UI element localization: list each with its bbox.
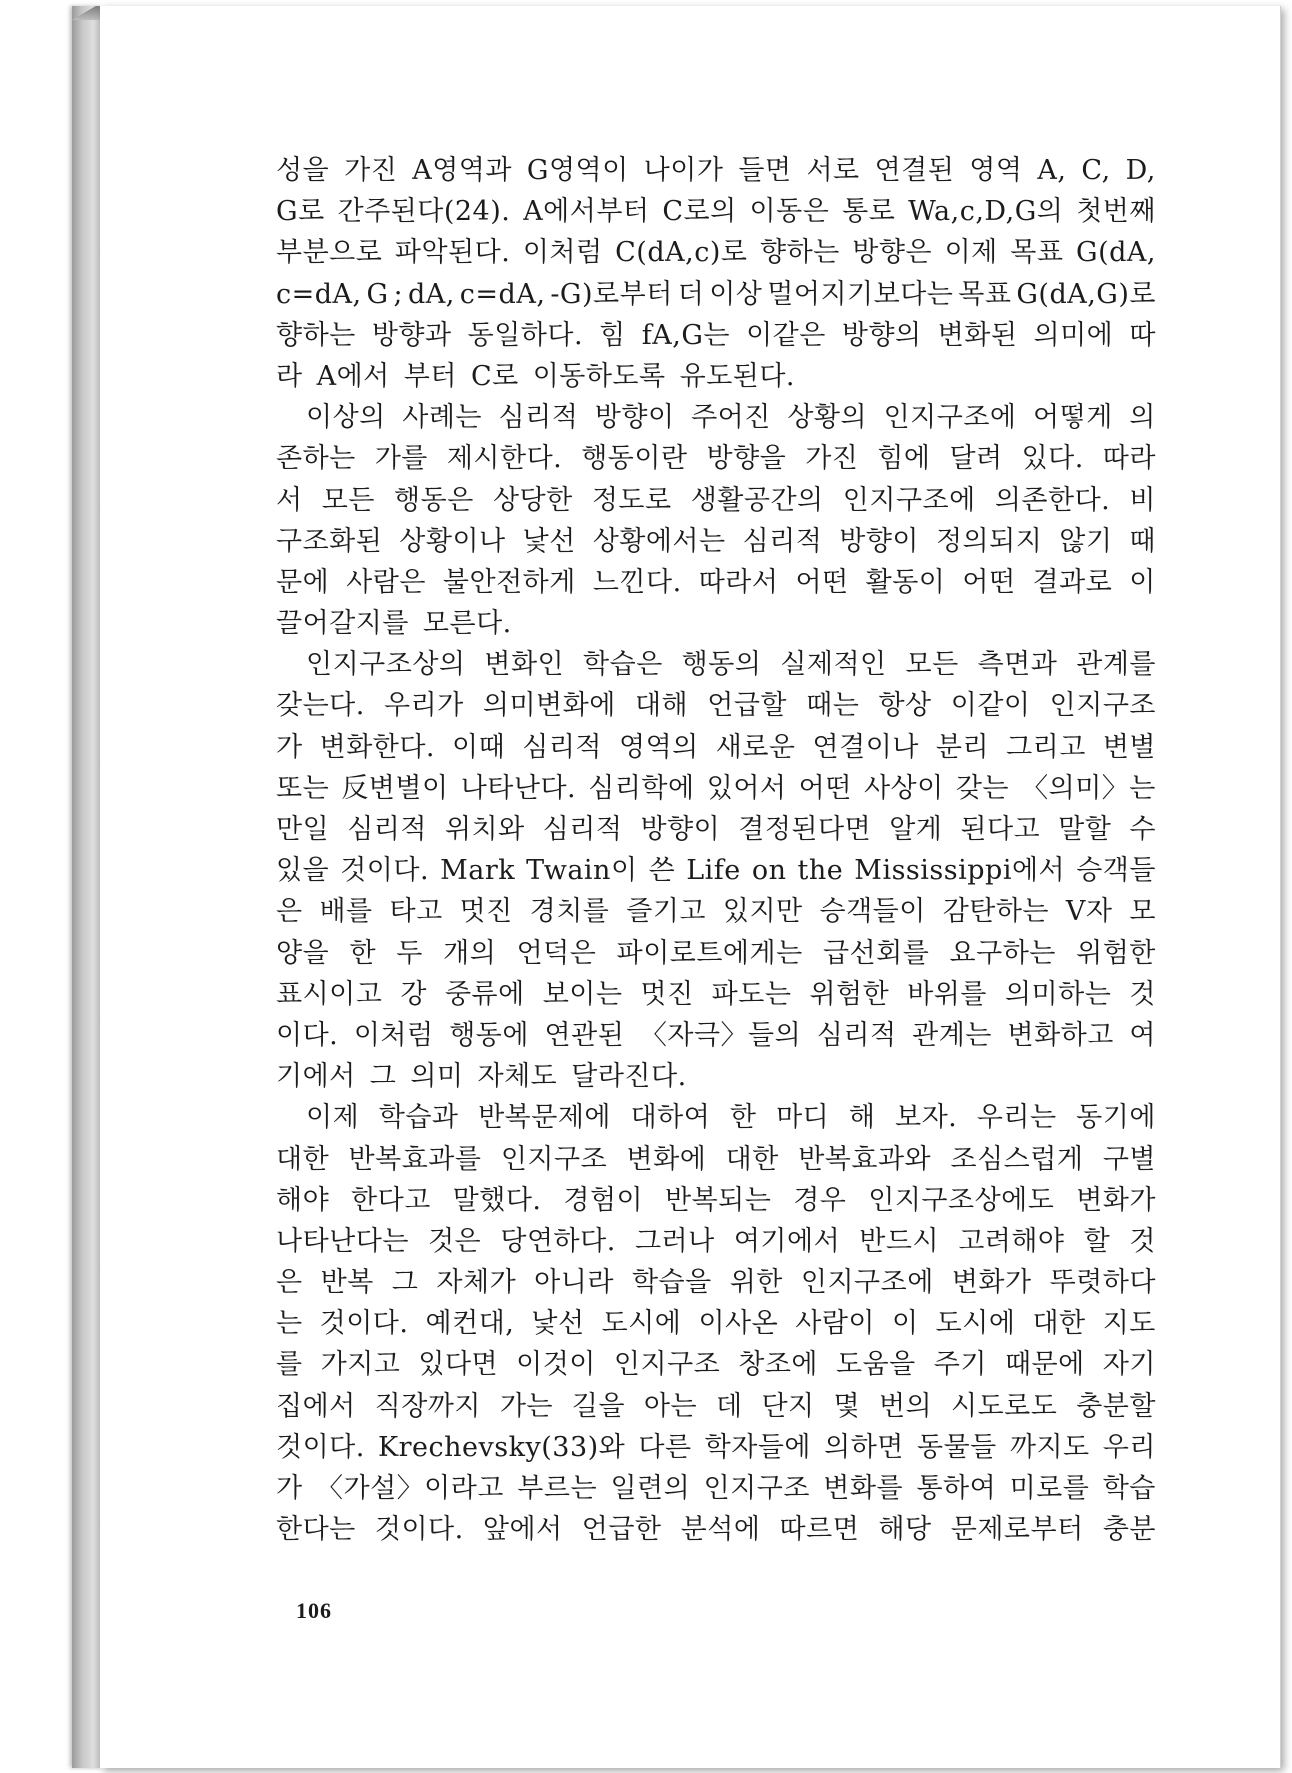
text-line: 집에서 직장까지 가는 길을 아는 데 단지 몇 번의 시도로도 충분할	[276, 1390, 1156, 1422]
text-line: 서 모든 행동은 상당한 정도로 생활공간의 인지구조에 의존한다. 비	[276, 484, 1156, 516]
text-line: c=dA, G ; dA, c=dA, -G)로부터 더 이상 멀어지기보다는 목표 G(dA,G)로	[276, 278, 1156, 310]
text-line: 향하는 방향과 동일하다. 힘 fA,G는 이같은 방향의 변화된 의미에 따	[276, 319, 1156, 351]
text-line: 구조화된 상황이나 낯선 상황에서는 심리적 방향이 정의되지 않기 때	[276, 525, 1156, 557]
text-line: 대한 반복효과를 인지구조 변화에 대한 반복효과와 조심스럽게 구별	[276, 1143, 1156, 1175]
text-line: 라 A에서 부터 C로 이동하도록 유도된다.	[276, 360, 796, 392]
text-line: 은 배를 타고 멋진 경치를 즐기고 있지만 승객들이 감탄하는 V자 모	[276, 896, 1156, 928]
text-line: 한다는 것이다. 앞에서 언급한 분석에 따르면 해당 문제로부터 충분	[276, 1514, 1156, 1546]
text-line: 해야 한다고 말했다. 경험이 반복되는 경우 인지구조상에도 변화가	[276, 1184, 1156, 1216]
text-line: 만일 심리적 위치와 심리적 방향이 결정된다면 알게 된다고 말할 수	[276, 814, 1156, 845]
text-line: 기에서 그 의미 자체도 달라진다.	[276, 1061, 687, 1093]
text-line: 있을 것이다. Mark Twain이 쓴 Life on the Mississippi에서 승객들	[276, 855, 1156, 887]
text-line: 가 변화한다. 이때 심리적 영역의 새로운 연결이나 분리 그리고 변별	[276, 731, 1156, 763]
text-line: 이제 학습과 반복문제에 대하여 한 마디 해 보자. 우리는 동기에	[306, 1102, 1156, 1134]
text-line: 양을 한 두 개의 언덕은 파이로트에게는 급선회를 요구하는 위험한	[276, 937, 1156, 969]
text-line: 끌어갈지를 모른다.	[276, 608, 512, 640]
text-line: 갖는다. 우리가 의미변화에 대해 언급할 때는 항상 이같이 인지구조	[276, 690, 1156, 722]
text-line: 존하는 가를 제시한다. 행동이란 방향을 가진 힘에 달려 있다. 따라	[276, 443, 1156, 475]
text-line: G로 간주된다(24). A에서부터 C로의 이동은 통로 Wa,c,D,G의 첫번째	[276, 196, 1156, 228]
text-line: 는 것이다. 예컨대, 낯선 도시에 이사온 사람이 이 도시에 대한 지도	[276, 1308, 1156, 1340]
book-spine	[72, 6, 102, 1768]
text-line: 문에 사람은 불안전하게 느낀다. 따라서 어떤 활동이 어떤 결과로 이	[276, 566, 1156, 598]
text-line: 나타난다는 것은 당연하다. 그러나 여기에서 반드시 고려해야 할 것	[276, 1225, 1156, 1257]
body-text	[276, 150, 1156, 1550]
text-line: 인지구조상의 변화인 학습은 행동의 실제적인 모든 측면과 관계를	[306, 649, 1156, 681]
text-line: 이상의 사례는 심리적 방향이 주어진 상황의 인지구조에 어떻게 의	[306, 402, 1156, 434]
page-number: 106	[296, 1598, 332, 1623]
text-line: 또는 反변별이 나타난다. 심리학에 있어서 어떤 사상이 갖는 〈의미〉는	[276, 772, 1156, 804]
text-line: 성을 가진 A영역과 G영역이 나이가 들면 서로 연결된 영역 A, C, D,	[276, 155, 1156, 186]
text-line: 은 반복 그 자체가 아니라 학습을 위한 인지구조에 변화가 뚜렷하다	[276, 1267, 1156, 1299]
text-line: 표시이고 강 중류에 보이는 멋진 파도는 위험한 바위를 의미하는 것	[276, 978, 1156, 1010]
text-line: 부분으로 파악된다. 이처럼 C(dA,c)로 향하는 방향은 이제 목표 G(dA,	[276, 237, 1156, 269]
text-line: 이다. 이처럼 행동에 연관된 〈자극〉들의 심리적 관계는 변화하고 여	[276, 1019, 1156, 1051]
text-line: 가 〈가설〉이라고 부르는 일련의 인지구조 변화를 통하여 미로를 학습	[276, 1473, 1156, 1504]
text-line: 것이다. Krechevsky(33)와 다른 학자들에 의하면 동물들 까지도 우리	[276, 1431, 1156, 1463]
text-line: 를 가지고 있다면 이것이 인지구조 창조에 도움을 주기 때문에 자기	[276, 1349, 1156, 1381]
